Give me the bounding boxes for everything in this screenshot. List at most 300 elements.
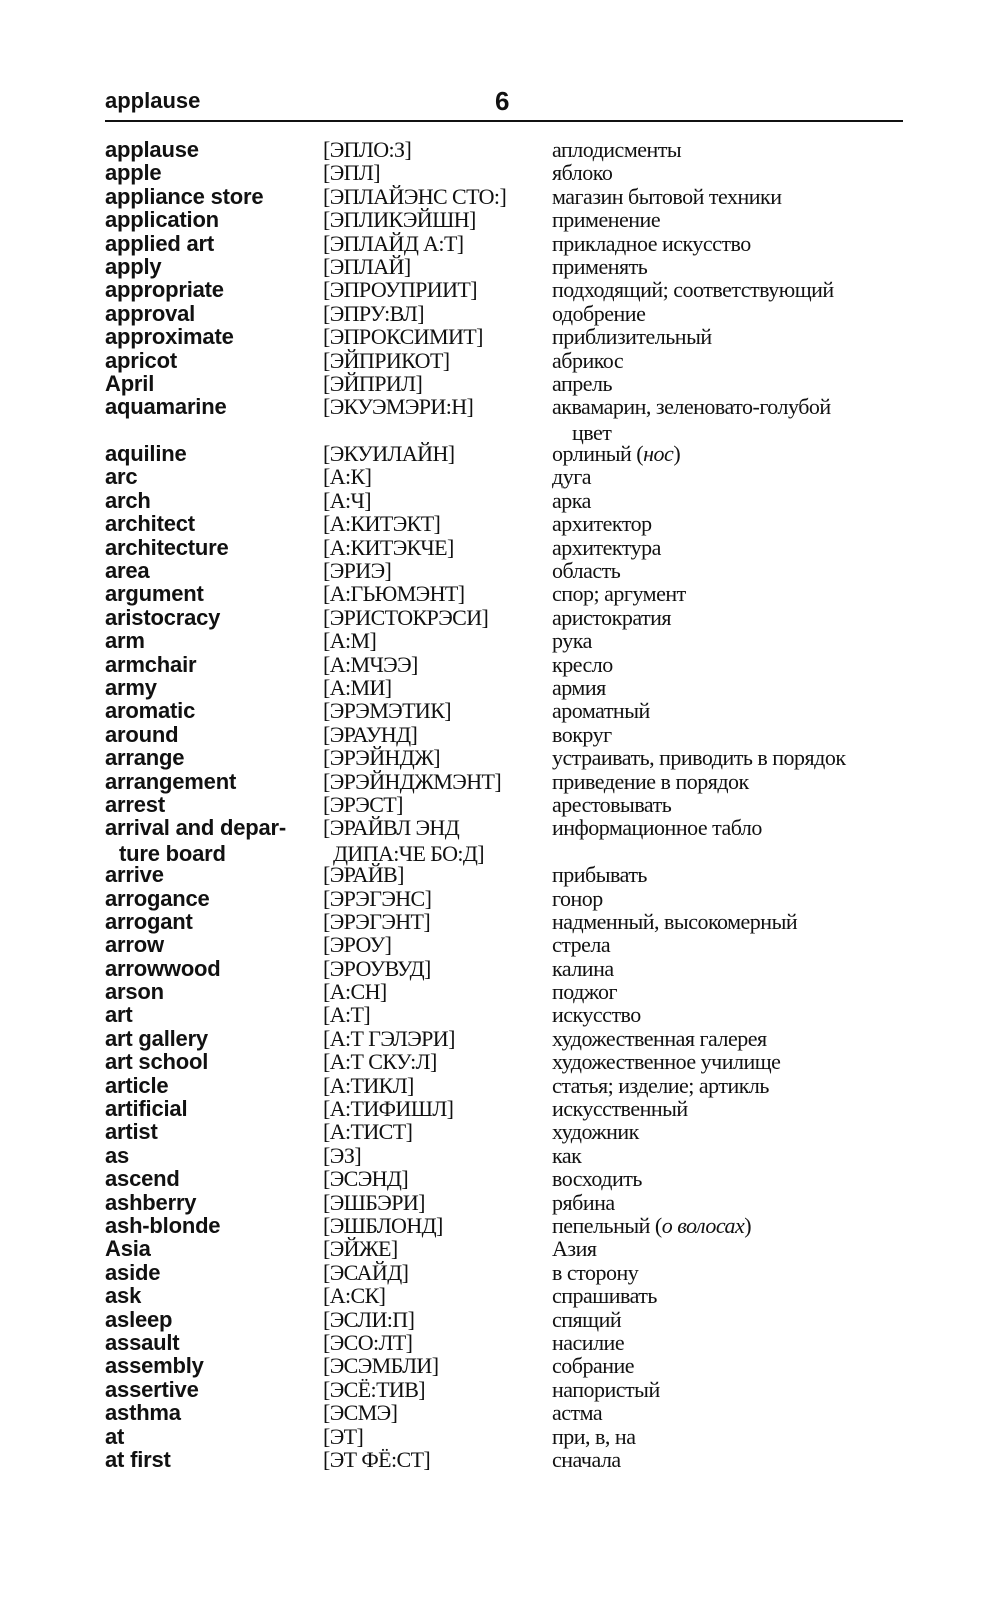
translation — [552, 1002, 641, 1028]
dictionary-entry — [105, 1400, 905, 1426]
translation-text: архитектура — [552, 534, 661, 560]
translation — [552, 1307, 621, 1333]
translation-text: пепельный — [552, 1213, 650, 1238]
dictionary-entry — [105, 301, 905, 324]
headword-text: appropriate — [105, 277, 224, 303]
translation — [552, 1424, 635, 1450]
transcription-text: [ЭРИСТОКРЭСИ] — [323, 604, 489, 630]
translation-text: спящий — [552, 1306, 622, 1332]
transcription-text: [ЭПЛ] — [323, 160, 380, 186]
headword — [105, 769, 236, 795]
dictionary-entry — [105, 745, 905, 771]
transcription-text: [ЭПЛАЙЭНС СТО:] — [323, 183, 507, 209]
headword — [105, 394, 227, 420]
translation-line — [552, 628, 592, 654]
headword-text: applied art — [105, 230, 215, 256]
transcription-text: [ЭЙЖЕ] — [323, 1236, 398, 1262]
transcription — [323, 1119, 412, 1145]
translation-line — [552, 1353, 634, 1379]
translation-line — [552, 1447, 621, 1473]
transcription-text: [А:ТИФИШЛ] — [323, 1096, 454, 1122]
headword-text: April — [105, 370, 155, 396]
translation-text: гонор — [552, 885, 603, 911]
translation-text: абрикос — [552, 347, 624, 373]
headword — [105, 371, 154, 397]
translation — [552, 464, 591, 490]
transcription — [323, 1143, 361, 1169]
dictionary-entry — [105, 1283, 905, 1309]
headword-text: architecture — [105, 534, 229, 560]
headword — [105, 1166, 180, 1192]
headword-text: asleep — [105, 1306, 173, 1332]
dictionary-entry — [105, 769, 905, 792]
transcription-text: [А:СН] — [323, 979, 387, 1005]
headword-text: arrogance — [105, 885, 210, 911]
headword-text: aristocracy — [105, 604, 221, 630]
translation — [552, 207, 660, 233]
translation — [552, 1143, 581, 1169]
headword-text: arrogant — [105, 908, 193, 934]
transcription-text: [ЭПРОКСИМИТ] — [323, 324, 483, 350]
transcription — [323, 160, 380, 186]
transcription-text: [ЭТ ФЁ:СТ] — [323, 1446, 431, 1472]
translation-line — [552, 979, 617, 1005]
dictionary-entry — [105, 815, 905, 867]
translation-line — [552, 511, 652, 537]
header-rule — [105, 120, 903, 122]
translation-text: поджог — [552, 979, 618, 1005]
translation-text: искусственный — [552, 1096, 688, 1122]
translation — [552, 1447, 621, 1473]
translation-line — [552, 745, 846, 771]
translation-line — [552, 324, 712, 350]
headword-continued: ture board — [119, 841, 226, 867]
transcription-text: [ЭРИЭ] — [323, 558, 392, 584]
translation — [552, 652, 613, 678]
headword — [105, 909, 193, 935]
headword-text: army — [105, 675, 157, 700]
transcription-text: [ЭСМЭ] — [323, 1400, 398, 1426]
translation-text: стрела — [552, 932, 611, 958]
headword-text: armchair — [105, 651, 197, 677]
transcription — [323, 1073, 414, 1099]
transcription — [323, 301, 424, 327]
headword — [105, 1026, 208, 1052]
headword-text: ask — [105, 1283, 142, 1309]
transcription — [323, 815, 484, 867]
headword-text: aquiline — [105, 441, 187, 467]
dictionary-entry — [105, 348, 905, 371]
transcription-text: [ЭШБЛОНД] — [323, 1213, 443, 1238]
translation-line — [552, 1002, 641, 1028]
headword-text: approval — [105, 300, 196, 326]
headword — [105, 441, 187, 467]
headword — [105, 1424, 124, 1450]
usage-note: ( нос ) — [636, 441, 680, 466]
headword-text: arch — [105, 487, 151, 513]
dictionary-entry — [105, 909, 905, 932]
translation-text: Азия — [552, 1236, 597, 1262]
dictionary-entry — [105, 464, 905, 490]
dictionary-entry — [105, 652, 905, 675]
headword — [105, 254, 161, 280]
transcription-text: [А:ТИКЛ] — [323, 1072, 414, 1098]
translation — [552, 1353, 634, 1379]
translation — [552, 886, 603, 912]
headword-text: assembly — [105, 1353, 204, 1379]
dictionary-entry — [105, 535, 905, 558]
transcription — [323, 792, 403, 818]
headword-text: applause — [105, 137, 199, 162]
translation — [552, 745, 846, 771]
dictionary-entries — [105, 137, 905, 1470]
translation — [552, 722, 612, 748]
transcription — [323, 488, 371, 514]
headword-text: assertive — [105, 1376, 199, 1402]
headword-text: appliance store — [105, 183, 264, 209]
translation-text: прибывать — [552, 862, 647, 888]
translation-text: арка — [552, 487, 591, 513]
headword — [105, 745, 184, 771]
translation-text: область — [552, 558, 621, 584]
transcription — [323, 979, 387, 1005]
translation-line — [552, 277, 834, 303]
translation-line — [552, 371, 612, 397]
headword — [105, 698, 195, 724]
translation-text: аристократия — [552, 604, 672, 630]
transcription-text: [ЭПЛИКЭЙШН] — [323, 207, 476, 233]
headword-text: ash-blonde — [105, 1213, 221, 1238]
translation — [552, 1400, 602, 1426]
dictionary-entry — [105, 1353, 905, 1379]
transcription-text: [ЭСЭМБЛИ] — [323, 1353, 439, 1379]
headword-text: arrive — [105, 862, 164, 888]
headword-text: aquamarine — [105, 394, 227, 420]
transcription-text: [А:КИТЭКЧЕ] — [323, 534, 454, 560]
headword — [105, 1002, 133, 1028]
transcription-text: [ЭСО:ЛТ] — [323, 1329, 413, 1355]
translation-line — [552, 254, 647, 280]
translation-line — [552, 231, 751, 257]
headword — [105, 231, 214, 257]
headword-text: arm — [105, 628, 145, 654]
transcription — [323, 698, 451, 724]
transcription-text: [ЭРОУВУД] — [323, 955, 431, 981]
transcription-text: [ЭРОУ] — [323, 932, 392, 958]
transcription — [323, 231, 464, 257]
translation-line — [552, 1190, 615, 1216]
translation — [552, 581, 686, 607]
translation-text: астма — [552, 1400, 603, 1426]
translation-text: магазин бытовой техники — [552, 183, 782, 209]
transcription-text: [А:МИ] — [323, 675, 392, 700]
transcription — [323, 441, 454, 467]
translation-text: аквамарин, зеленовато-голубой — [552, 394, 831, 420]
headword-text: at first — [105, 1446, 171, 1472]
translation-line — [552, 1026, 767, 1052]
headword — [105, 1353, 204, 1379]
translation-text: напористый — [552, 1376, 660, 1402]
dictionary-entry — [105, 722, 905, 745]
translation-text: устраивать, приводить в порядок — [552, 745, 846, 771]
headword-text: as — [105, 1142, 130, 1168]
dictionary-entry — [105, 277, 905, 303]
translation-text: орлиный — [552, 441, 632, 467]
dictionary-entry — [105, 160, 905, 186]
transcription — [323, 1236, 398, 1262]
headword — [105, 348, 177, 374]
translation-line — [552, 769, 749, 795]
dictionary-entry — [105, 1166, 905, 1192]
dictionary-entry — [105, 1073, 905, 1096]
headword — [105, 1400, 181, 1426]
dictionary-entry — [105, 862, 905, 888]
headword-text: aside — [105, 1259, 161, 1285]
dictionary-entry — [105, 605, 905, 628]
transcription — [323, 932, 391, 958]
translation-continued: цвет — [572, 420, 612, 446]
headword — [105, 160, 161, 186]
page-number: 6 — [495, 86, 510, 116]
translation-line — [552, 1143, 581, 1169]
headword-text: apply — [105, 253, 162, 279]
dictionary-entry — [105, 1119, 905, 1145]
translation-line — [552, 1330, 624, 1356]
translation-line — [552, 1260, 638, 1286]
translation-line — [552, 605, 671, 631]
translation — [552, 698, 650, 724]
transcription — [323, 1447, 430, 1473]
usage-note: ( о волосах ) — [655, 1213, 751, 1238]
headword — [105, 628, 145, 654]
transcription — [323, 464, 371, 490]
transcription — [323, 1377, 425, 1403]
headword-text: ashberry — [105, 1189, 197, 1215]
headword — [105, 277, 224, 303]
transcription — [323, 1283, 385, 1309]
transcription-text: [ЭСЭНД] — [323, 1166, 409, 1192]
translation-text: подходящий; соответствующий — [552, 277, 834, 303]
headword — [105, 886, 210, 912]
translation-text: армия — [552, 675, 606, 700]
translation-text: приблизительный — [552, 324, 712, 350]
translation-text: надменный, высокомерный — [552, 908, 798, 934]
transcription — [323, 511, 440, 537]
headword-text: arrest — [105, 791, 165, 817]
transcription-text: [ЭПРУ:ВЛ] — [323, 300, 424, 326]
dictionary-entry — [105, 1096, 905, 1122]
transcription — [323, 1424, 363, 1450]
dictionary-entry — [105, 231, 905, 254]
headword — [105, 488, 151, 514]
dictionary-entry — [105, 1260, 905, 1283]
translation-line — [552, 441, 680, 467]
transcription-text: [А:ТИСТ] — [323, 1119, 413, 1145]
transcription-text: [ЭПЛО:З] — [323, 137, 412, 162]
translation — [552, 371, 612, 397]
translation-line — [552, 1424, 635, 1450]
translation-text: прикладное искусство — [552, 230, 751, 256]
transcription-text: [ЭРЭЙНДЖМЭНТ] — [323, 768, 502, 794]
headword-text: art gallery — [105, 1025, 208, 1051]
dictionary-entry — [105, 1049, 905, 1075]
dictionary-entry — [105, 932, 905, 958]
dictionary-entry — [105, 1236, 905, 1262]
translation — [552, 160, 612, 186]
translation-line — [552, 698, 650, 724]
transcription-text: [ЭПРОУПРИИТ] — [323, 277, 477, 303]
headword — [105, 1119, 158, 1145]
transcription-text: [ЭСЁ:ТИВ] — [323, 1376, 426, 1402]
translation — [552, 1260, 638, 1286]
headword — [105, 1213, 220, 1239]
translation-text: спор; аргумент — [552, 581, 686, 607]
dictionary-entry — [105, 324, 905, 350]
transcription — [323, 722, 417, 748]
translation-text: вокруг — [552, 721, 612, 747]
headword-text: article — [105, 1072, 169, 1098]
translation-line — [552, 160, 612, 186]
translation-text: информационное табло — [552, 815, 762, 841]
headword-text: argument — [105, 581, 204, 607]
headword-text: ascend — [105, 1166, 180, 1192]
translation — [552, 815, 762, 841]
dictionary-entry — [105, 394, 905, 446]
translation-text: художественная галерея — [552, 1025, 767, 1051]
translation-line — [552, 184, 781, 210]
transcription — [323, 581, 464, 607]
translation-text: в сторону — [552, 1259, 639, 1285]
transcription-text: [ЭПЛАЙД А:Т] — [323, 230, 464, 256]
headword — [105, 1377, 199, 1403]
headword-text: application — [105, 207, 219, 233]
headword — [105, 652, 196, 678]
dictionary-entry — [105, 1190, 905, 1213]
translation-text: спрашивать — [552, 1283, 657, 1309]
running-header — [105, 88, 903, 120]
headword-text: aromatic — [105, 698, 196, 724]
transcription — [323, 628, 376, 654]
headword — [105, 1190, 196, 1216]
translation — [552, 441, 680, 467]
translation — [552, 137, 681, 163]
headword — [105, 1236, 151, 1262]
headword — [105, 464, 137, 490]
transcription — [323, 1400, 397, 1426]
headword — [105, 558, 149, 584]
transcription-text: [ЭКУИЛАЙН] — [323, 441, 455, 467]
dictionary-entry — [105, 956, 905, 979]
transcription-text: [ЭРЭЙНДЖ] — [323, 745, 441, 771]
translation — [552, 1166, 642, 1192]
translation — [552, 1330, 624, 1356]
translation-line — [552, 1119, 639, 1145]
translation — [552, 628, 592, 654]
transcription-text: [ЭЙПРИКОТ] — [323, 347, 450, 373]
translation-line — [552, 886, 603, 912]
dictionary-entry — [105, 558, 905, 584]
translation — [552, 558, 620, 584]
translation-text: как — [552, 1142, 582, 1168]
transcription — [323, 394, 473, 420]
translation — [552, 909, 797, 935]
transcription-text: [ЭШБЭРИ] — [323, 1189, 425, 1215]
translation-text: рябина — [552, 1189, 615, 1215]
translation-text: применение — [552, 207, 661, 233]
translation-text: при, в, на — [552, 1423, 636, 1449]
transcription — [323, 605, 488, 631]
translation-line — [552, 301, 645, 327]
transcription-text: [ЭРЭГЭНТ] — [323, 908, 431, 934]
headword-text: arc — [105, 464, 138, 490]
transcription — [323, 886, 431, 912]
translation — [552, 956, 614, 982]
translation-text: художник — [552, 1119, 639, 1145]
transcription — [323, 254, 411, 280]
transcription — [323, 137, 411, 163]
translation-text: применять — [552, 253, 648, 279]
translation — [552, 1283, 657, 1309]
transcription-text: [А:М] — [323, 628, 377, 654]
translation — [552, 348, 623, 374]
dictionary-entry — [105, 137, 905, 160]
translation — [552, 254, 647, 280]
translation-text: собрание — [552, 1353, 635, 1379]
transcription-text: [ЭРАЙВ] — [323, 862, 404, 888]
transcription-text: [ЭСАЙД] — [323, 1259, 409, 1285]
headword-text: arrival and depar- — [105, 815, 287, 841]
translation-line — [552, 932, 610, 958]
headword — [105, 1330, 179, 1356]
headword — [105, 511, 195, 537]
translation — [552, 605, 671, 631]
dictionary-entry — [105, 1026, 905, 1049]
translation-line — [552, 1377, 660, 1403]
headword-text: Asia — [105, 1236, 151, 1262]
headword — [105, 1096, 187, 1122]
transcription — [323, 909, 430, 935]
headword — [105, 207, 219, 233]
dictionary-entry — [105, 698, 905, 724]
translation — [552, 277, 834, 303]
headword-text: at — [105, 1423, 125, 1449]
dictionary-entry — [105, 792, 905, 815]
transcription-text: [ЭЙПРИЛ] — [323, 370, 423, 396]
translation — [552, 932, 610, 958]
dictionary-entry — [105, 441, 905, 467]
headword — [105, 1049, 208, 1075]
translation-line — [552, 558, 620, 584]
headword — [105, 932, 164, 958]
headword-text: art school — [105, 1049, 209, 1075]
transcription-text: [А:КИТЭКТ] — [323, 511, 441, 537]
dictionary-entry — [105, 1330, 905, 1353]
translation-text: приведение в порядок — [552, 768, 749, 794]
translation-line — [552, 815, 762, 841]
transcription — [323, 1330, 412, 1356]
transcription-text: [А:СК] — [323, 1283, 386, 1309]
headword — [105, 722, 178, 748]
dictionary-entry — [105, 371, 905, 394]
transcription-text: [ЭРЭСТ] — [323, 791, 403, 817]
transcription-text: [ЭРАЙВЛ ЭНД — [323, 815, 460, 841]
headword-text: approximate — [105, 324, 234, 350]
translation — [552, 1119, 639, 1145]
transcription-text: [ЭПЛАЙ] — [323, 253, 411, 279]
translation — [552, 535, 661, 561]
transcription — [323, 1213, 443, 1239]
headword-text: art — [105, 1002, 133, 1028]
